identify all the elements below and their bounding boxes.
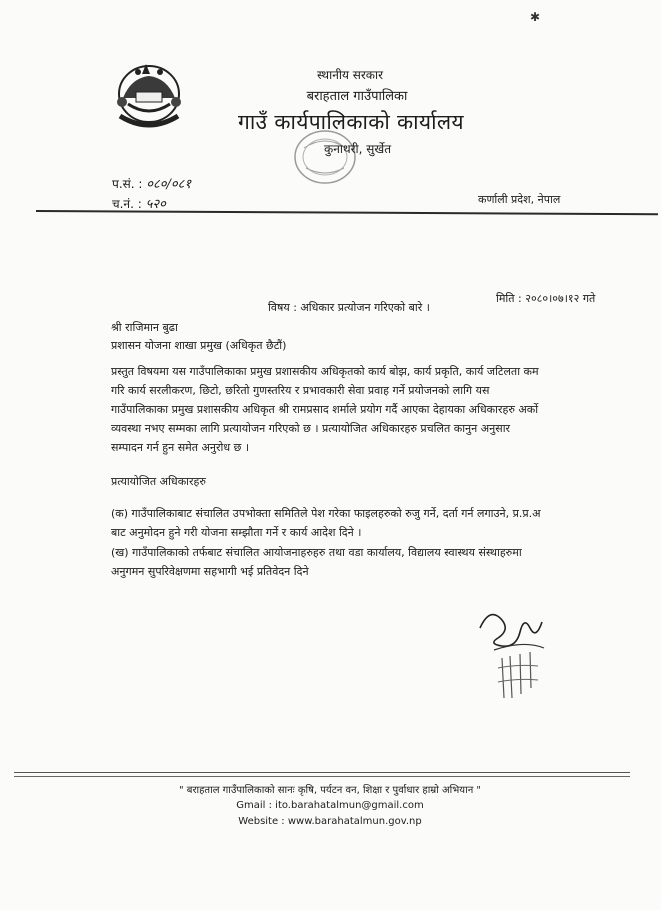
body-paragraph [111, 362, 627, 457]
item-ka [111, 504, 627, 542]
header-divider [36, 210, 658, 215]
item-kha-line: (ख) गाउँपालिकाको तर्फबाट संचालित आयोजनाहरुहरु तथा वडा कार्यालय, विद्यालय स्वास्थय संस्थाहरुमा [111, 546, 522, 559]
scan-mark: ✱ [530, 10, 541, 24]
nepal-emblem-logo [108, 58, 190, 136]
body-line: गरि कार्य सरलीकरण, छिटो, छरितो गुणस्तरिय र प्रभावकारी सेवा प्रवाह गर्ने प्रयोजनको लागि यस [111, 384, 490, 397]
item-kha-line: अनुगमन सुपरिवेक्षणमा सहभागी भई प्रतिवेदन दिने [111, 565, 309, 578]
local-government-label: स्थानीय सरकार [317, 68, 383, 82]
body-line: व्यवस्था नभए सम्मका लागि प्रत्यायोजन गरिएको छ । प्रत्यायोजित अधिकारहरु प्रचलित कानुन अनुसार [111, 422, 511, 435]
patra-sankhya [112, 174, 191, 192]
office-stamp [292, 128, 358, 186]
footer-divider-thin [14, 776, 630, 777]
delegated-heading: प्रत्यायोजित अधिकारहरु [111, 475, 206, 488]
item-kha [111, 543, 627, 581]
body-line: गाउँपालिकाका प्रमुख प्रशासकीय अधिकृत श्री रामप्रसाद शर्माले प्रयोग गर्दै आएका देहायका अधिकारहरु अर्को [111, 403, 539, 416]
province-label: कर्णाली प्रदेश, नेपाल [478, 193, 561, 206]
item-ka-line: बाट अनुमोदन हुने गरी योजना सम्झौता गर्ने र कार्य आदेश दिने । [111, 526, 362, 539]
body-line: प्रस्तुत विषयमा यस गाउँपालिकाका प्रमुख प्रशासकीय अधिकृतको कार्य बोझ, कार्य प्रकृति, कार्य जटिलता कम [111, 365, 539, 378]
chalani-label: च.नं. : [112, 197, 142, 211]
footer-divider [14, 772, 630, 773]
handwritten-signature [474, 598, 554, 708]
footer-slogan: " बराहताल गाउँपालिकाको सानः कृषि, पर्यटन वन, शिक्षा र पुर्वाधार हाम्रो अभियान " [178, 785, 482, 796]
footer-gmail: Gmail : ito.barahatalmun@gmail.com [236, 800, 424, 811]
item-ka-line: (क) गाउँपालिकाबाट संचालित उपभोक्ता समितिले पेश गरेका फाइलहरुको रुजु गर्ने, दर्ता गर्न लगाउने, प्र.प्र.अ [111, 507, 541, 520]
patra-sankhya-value: ०८०/०८१ [146, 177, 192, 192]
municipality-name: बराहताल गाउँपालिका [306, 89, 408, 104]
patra-sankhya-label: प.सं. : [112, 177, 143, 191]
office-title: गाउँ कार्यपालिकाको कार्यालय [238, 110, 464, 134]
footer-website: Website : www.barahatalmun.gov.np [238, 816, 422, 827]
body-line: सम्पादन गर्न हुन समेत अनुरोध छ । [111, 441, 249, 454]
recipient-name: श्री राजिमान बुढा [111, 321, 178, 334]
recipient-title: प्रशासन योजना शाखा प्रमुख (अधिकृत छैटौं) [111, 339, 287, 352]
office-location: कुनाथरी, सुर्खेत [324, 142, 392, 156]
chalani-number [112, 194, 166, 212]
letter-date: मिति : २०८०।०७।१२ गते [496, 292, 596, 305]
chalani-value: ५२० [145, 197, 166, 212]
letter-subject: विषय : अधिकार प्रत्योजन गरिएको बारे । [268, 301, 430, 314]
